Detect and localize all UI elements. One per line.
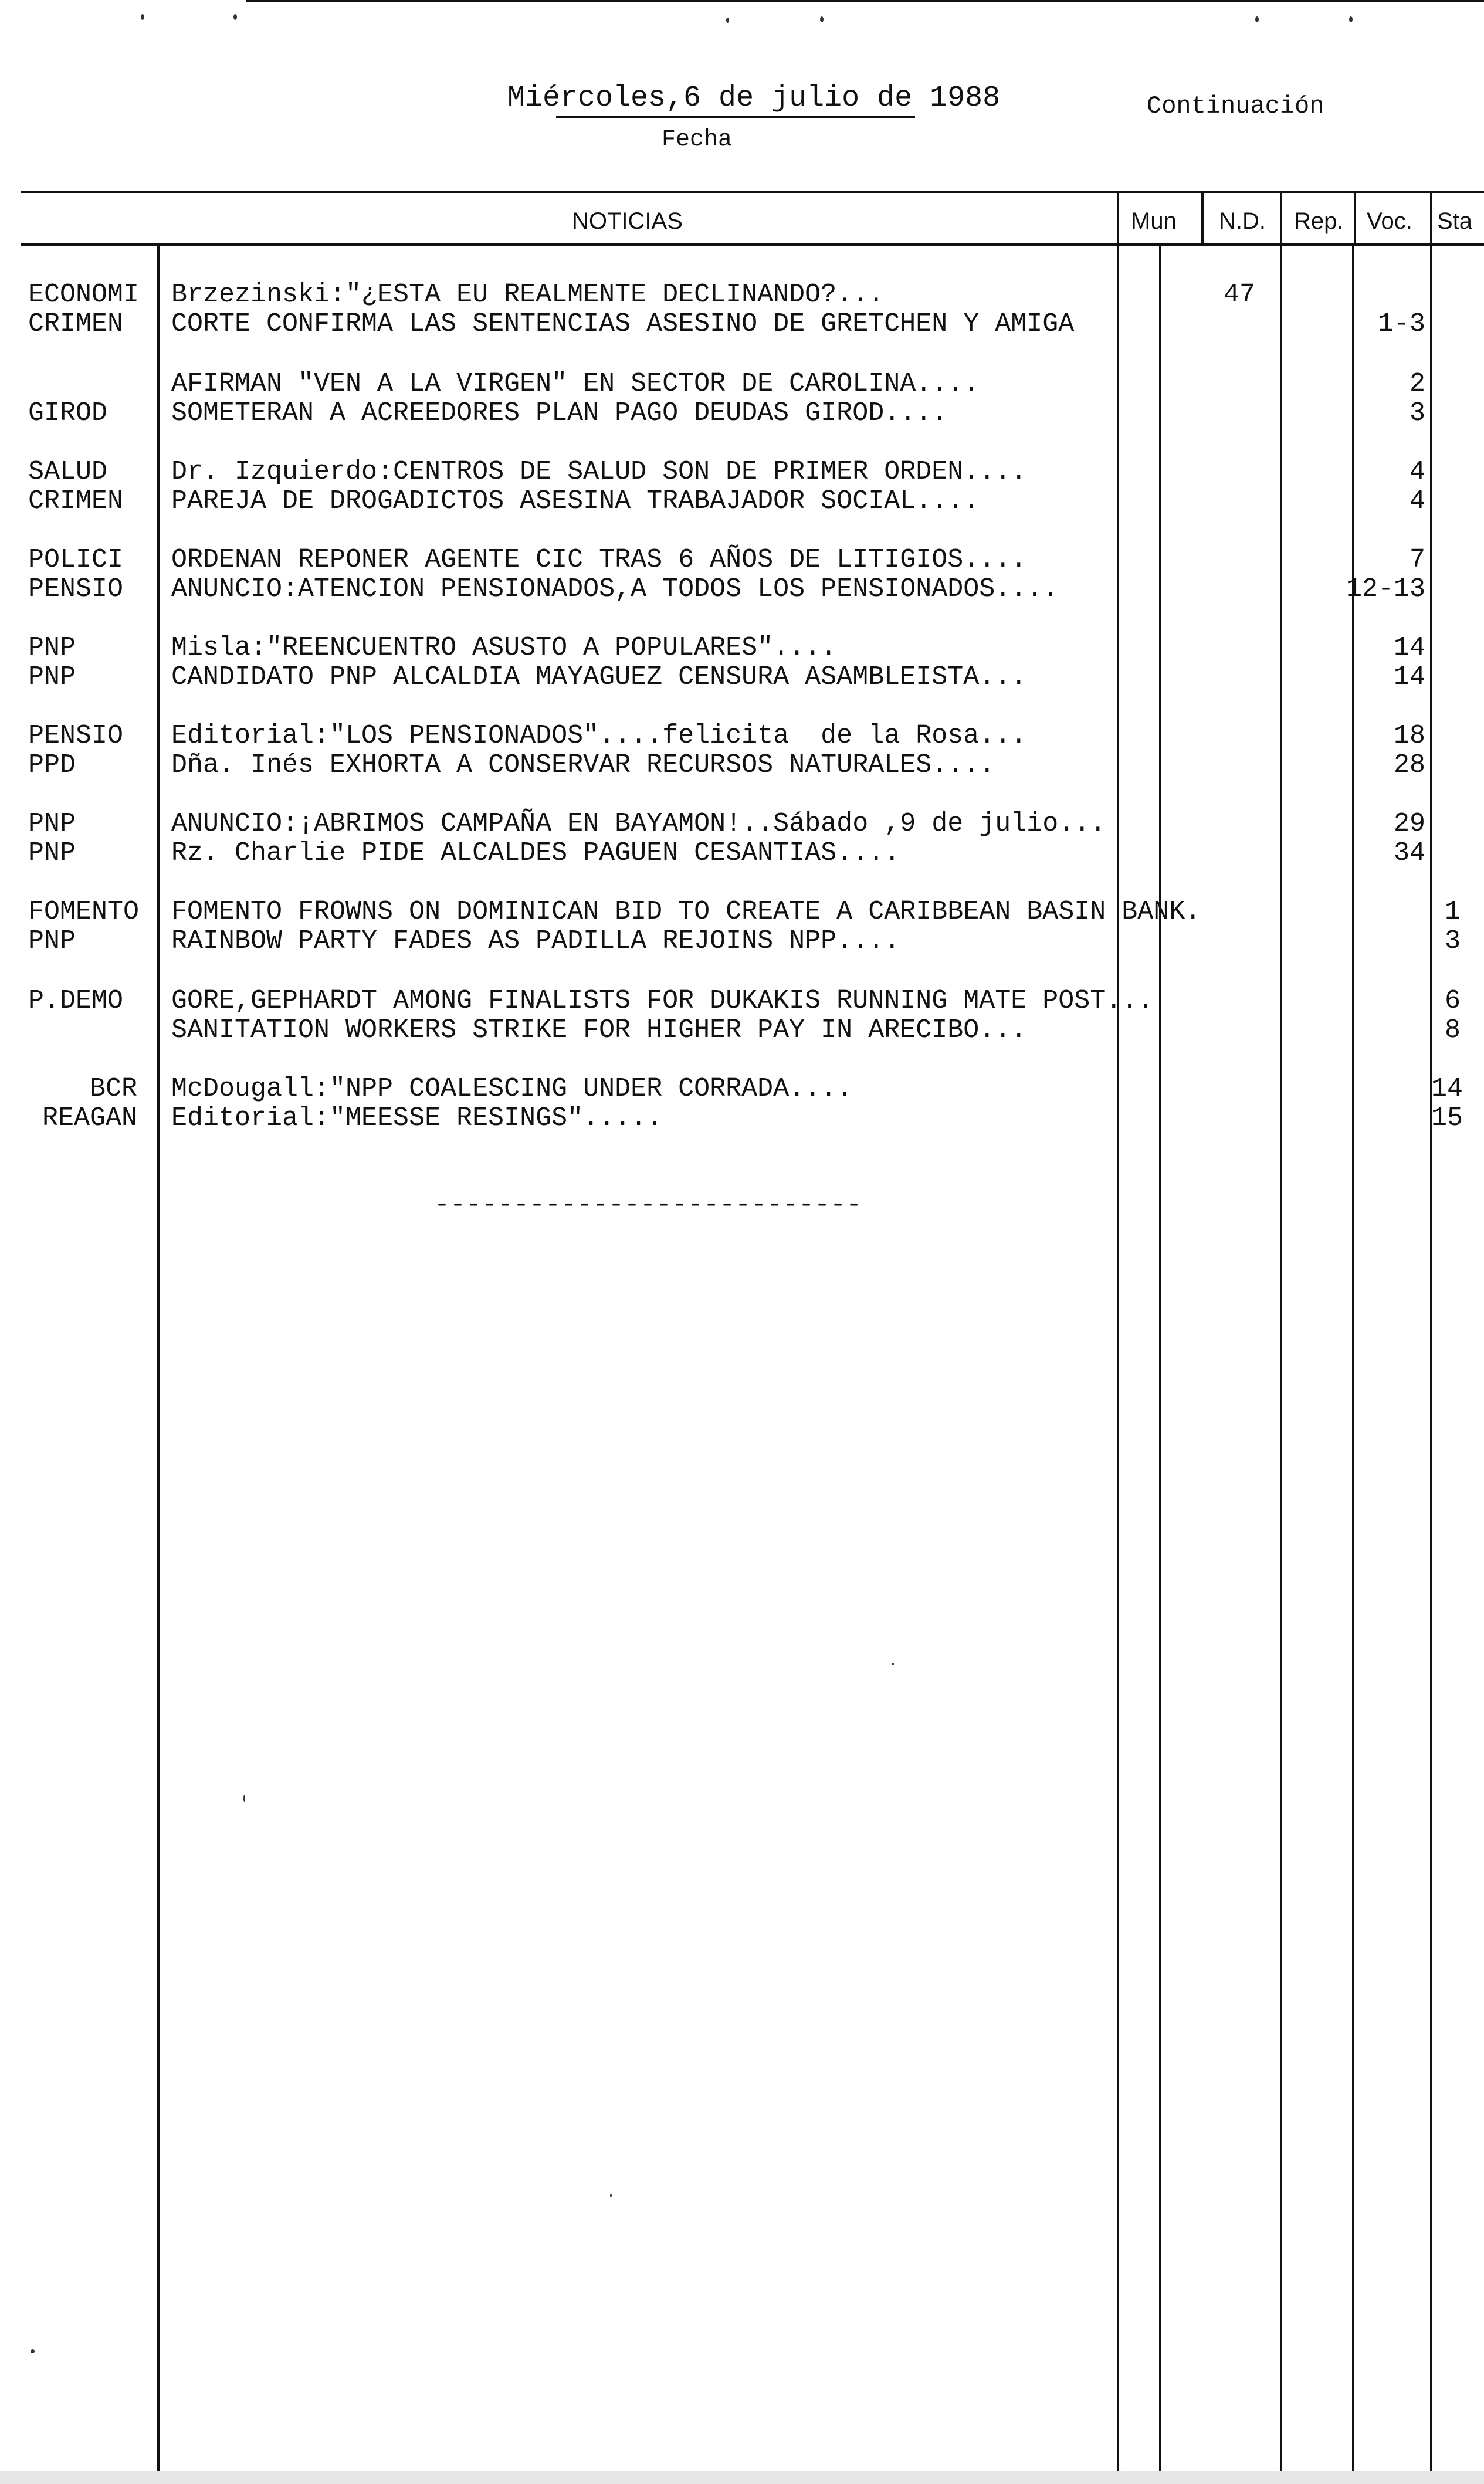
row-headline: Brzezinski:"¿ESTA EU REALMENTE DECLINANDO?... xyxy=(171,280,885,310)
scan-speck xyxy=(243,1795,245,1802)
column-rule-sta xyxy=(1430,245,1432,2484)
row-sta-value: 3 xyxy=(1444,926,1461,956)
row-voc-value: 4 xyxy=(1409,457,1425,487)
row-category: PPD xyxy=(28,750,76,780)
row-category: P.DEMO xyxy=(28,986,124,1016)
scan-speck xyxy=(610,2194,612,2197)
row-voc-value: 2 xyxy=(1409,369,1425,399)
row-headline: Dr. Izquierdo:CENTROS DE SALUD SON DE PRIMER ORDEN.... xyxy=(171,457,1027,487)
row-sta-value: 15 xyxy=(1431,1103,1463,1133)
column-header-mun: Mun xyxy=(1131,208,1177,234)
header-divider xyxy=(1354,192,1356,245)
top-edge-line xyxy=(246,0,1484,2)
row-headline: CANDIDATO PNP ALCALDIA MAYAGUEZ CENSURA ASAMBLEISTA... xyxy=(171,662,1027,692)
row-category: PNP xyxy=(28,838,76,868)
scan-speck xyxy=(31,2349,35,2353)
row-headline: McDougall:"NPP COALESCING UNDER CORRADA.... xyxy=(171,1074,853,1104)
row-headline: GORE,GEPHARDT AMONG FINALISTS FOR DUKAKIS RUNNING MATE POST... xyxy=(171,986,1154,1016)
row-voc-value: 4 xyxy=(1409,486,1425,516)
scan-mark xyxy=(1255,16,1259,22)
column-rule-nd xyxy=(1159,245,1161,2484)
scan-mark xyxy=(141,14,144,20)
header-divider xyxy=(1430,192,1432,245)
scan-mark xyxy=(233,14,237,20)
column-header-nd: N.D. xyxy=(1219,208,1266,234)
column-header-voc: Voc. xyxy=(1367,208,1412,234)
row-category: PNP xyxy=(28,809,76,839)
header-divider xyxy=(1201,192,1204,245)
scan-speck xyxy=(892,1663,894,1665)
row-voc-value: 29 xyxy=(1393,809,1425,839)
row-headline: Rz. Charlie PIDE ALCALDES PAGUEN CESANTIAS.... xyxy=(171,838,900,868)
row-headline: PAREJA DE DROGADICTOS ASESINA TRABAJADOR SOCIAL.... xyxy=(171,486,980,516)
column-rule-mun xyxy=(1117,245,1119,2484)
row-voc-value: 3 xyxy=(1409,398,1425,428)
bottom-scan-edge xyxy=(0,2471,1484,2484)
row-voc-value: 1-3 xyxy=(1377,309,1425,339)
row-category: PENSIO xyxy=(28,574,124,604)
row-voc-value: 14 xyxy=(1393,662,1425,692)
row-category: BCR xyxy=(89,1074,137,1104)
row-headline: SOMETERAN A ACREEDORES PLAN PAGO DEUDAS GIROD.... xyxy=(171,398,948,428)
row-sta-value: 6 xyxy=(1444,986,1461,1016)
row-category: GIROD xyxy=(28,398,108,428)
row-headline: FOMENTO FROWNS ON DOMINICAN BID TO CREATE A CARIBBEAN BASIN BANK. xyxy=(171,897,1201,927)
column-rule-category xyxy=(157,245,160,2484)
scan-mark xyxy=(1349,16,1353,22)
column-header-rep: Rep. xyxy=(1294,208,1344,234)
row-headline: RAINBOW PARTY FADES AS PADILLA REJOINS NPP.... xyxy=(171,926,900,956)
row-headline: AFIRMAN "VEN A LA VIRGEN" EN SECTOR DE CAROLINA.... xyxy=(171,369,980,399)
row-nd-value: 47 xyxy=(1223,280,1255,310)
row-headline: Editorial:"MEESSE RESINGS"..... xyxy=(171,1103,663,1133)
row-headline: Misla:"REENCUENTRO ASUSTO A POPULARES".... xyxy=(171,633,837,663)
row-category: FOMENTO xyxy=(28,897,140,927)
row-category: ECONOMI xyxy=(28,280,140,310)
row-voc-value: 34 xyxy=(1393,838,1425,868)
scan-mark xyxy=(726,18,729,23)
row-voc-value: 28 xyxy=(1393,750,1425,780)
row-category: PNP xyxy=(28,662,76,692)
row-category: POLICI xyxy=(28,545,124,575)
continuation-label: Continuación xyxy=(1147,92,1324,120)
row-headline: Editorial:"LOS PENSIONADOS"....felicita de la Rosa... xyxy=(171,721,1027,751)
row-voc-value: 14 xyxy=(1393,633,1425,663)
date-label: Fecha xyxy=(662,127,733,153)
row-headline: ANUNCIO:ATENCION PENSIONADOS,A TODOS LOS PENSIONADOS.... xyxy=(171,574,1059,604)
row-voc-value: 18 xyxy=(1393,721,1425,751)
table-top-rule xyxy=(21,191,1484,193)
row-sta-value: 8 xyxy=(1444,1015,1461,1045)
row-category: SALUD xyxy=(28,457,108,487)
date-text: Miércoles,6 de julio de 1988 xyxy=(507,82,1001,115)
row-category: CRIMEN xyxy=(28,309,124,339)
row-voc-value: 12-13 xyxy=(1346,574,1425,604)
scan-mark xyxy=(820,16,824,22)
header-divider xyxy=(1117,192,1119,245)
row-headline: ANUNCIO:¡ABRIMOS CAMPAÑA EN BAYAMON!..Sábado ,9 de julio... xyxy=(171,809,1106,839)
date-underline xyxy=(556,116,915,118)
header-divider xyxy=(1280,192,1282,245)
row-category: REAGAN xyxy=(42,1103,137,1133)
row-voc-value: 7 xyxy=(1409,545,1425,575)
column-header-news: NOTICIAS xyxy=(572,208,683,234)
row-headline: Dña. Inés EXHORTA A CONSERVAR RECURSOS NATURALES.... xyxy=(171,750,995,780)
row-category: PENSIO xyxy=(28,721,124,751)
column-header-sta: Sta xyxy=(1437,208,1473,234)
row-headline: ORDENAN REPONER AGENTE CIC TRAS 6 AÑOS DE LITIGIOS.... xyxy=(171,545,1027,575)
footer-separator: --------------------------- xyxy=(434,1190,862,1220)
row-sta-value: 14 xyxy=(1431,1074,1463,1104)
row-headline: CORTE CONFIRMA LAS SENTENCIAS ASESINO DE GRETCHEN Y AMIGA xyxy=(171,309,1075,339)
row-headline: SANITATION WORKERS STRIKE FOR HIGHER PAY IN ARECIBO... xyxy=(171,1015,1027,1045)
row-category: PNP xyxy=(28,633,76,663)
row-category: CRIMEN xyxy=(28,486,124,516)
column-rule-rep xyxy=(1280,245,1282,2484)
table-header-rule xyxy=(21,243,1484,246)
row-category: PNP xyxy=(28,926,76,956)
row-sta-value: 1 xyxy=(1444,897,1461,927)
